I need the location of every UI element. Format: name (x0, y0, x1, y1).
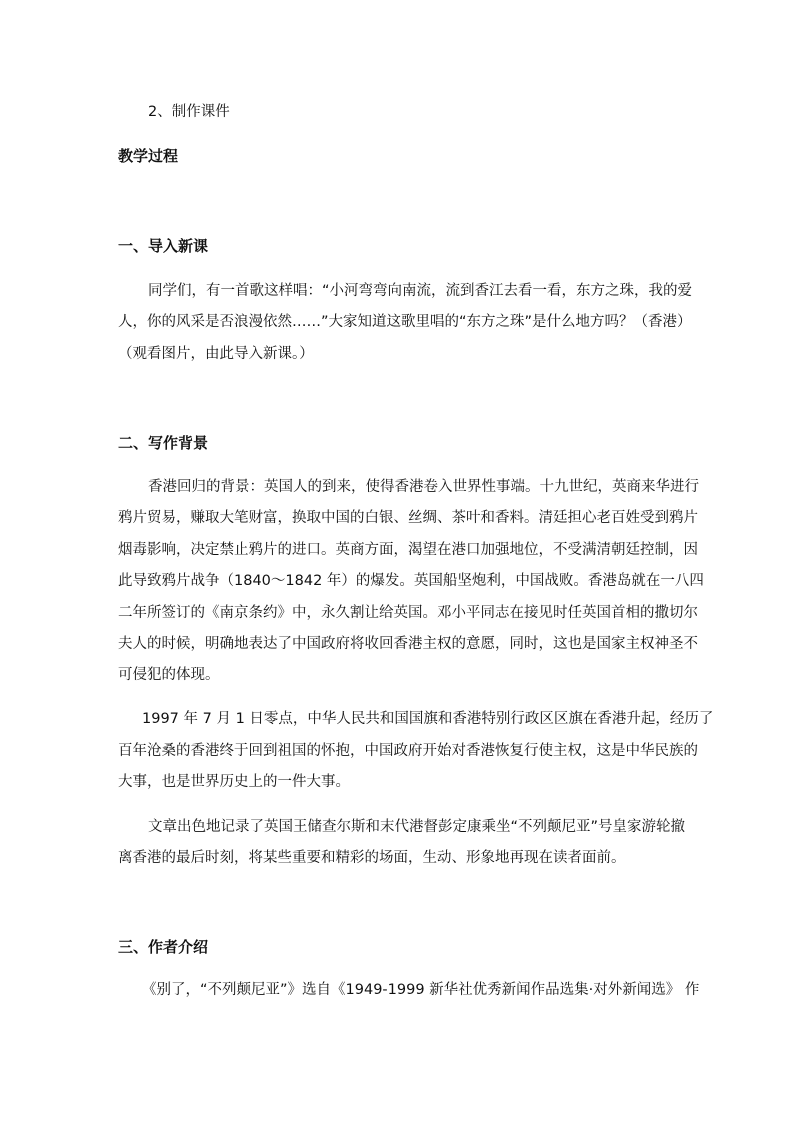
section2-para1-line: 鸦片贸易，赚取大笔财富，换取中国的白银、丝绸、茶叶和香料。清廷担心老百姓受到鸦片 (118, 510, 698, 526)
section-title: 教学过程 (118, 147, 179, 165)
section2-para1-line: 二年所签订的《南京条约》中，永久割让给英国。邓小平同志在接见时任英国首相的撒切尔 (118, 605, 698, 621)
section2-para2-line: 大事，也是世界历史上的一件大事。 (118, 774, 350, 790)
section2-para1-line: 香港回归的背景：英国人的到来，使得香港卷入世界性事端。十九世纪，英商来华进行 (148, 479, 699, 495)
section2-para2-line: 1997 年 7 月 1 日零点，中华人民共和国国旗和香港特别行政区区旗在香港升起，经历了 (142, 711, 714, 727)
section2-para1-line: 夫人的时候，明确地表达了中国政府将收回香港主权的意愿，同时，这也是国家主权神圣不 (118, 636, 698, 652)
section2-para2-line: 百年沧桑的香港终于回到祖国的怀抱，中国政府开始对香港恢复行使主权，这是中华民族的 (118, 743, 698, 759)
section2-para3-line: 离香港的最后时刻，将某些重要和精彩的场面，生动、形象地再现在读者面前。 (118, 850, 626, 866)
section3-heading: 三、作者介绍 (118, 938, 209, 956)
section3-line: 《别了，“不列颠尼亚”》选自《1949-1999 新华社优秀新闻作品选集·对外新闻选》 作 (142, 982, 700, 998)
section2-para1-line: 烟毒影响，决定禁止鸦片的进口。英商方面，渴望在港口加强地位，不受满清朝廷控制，因 (118, 542, 698, 558)
section1-line: （观看图片，由此导入新课。） (118, 346, 314, 362)
prep-item: 2、制作课件 (148, 104, 230, 120)
section1-line: 人，你的风采是否浪漫依然……”大家知道这歌里唱的“东方之珠”是什么地方吗？（香港） (118, 314, 692, 330)
section2-para1-line: 可侵犯的体现。 (118, 667, 220, 683)
section1-line: 同学们，有一首歌这样唱：“小河弯弯向南流，流到香江去看一看，东方之珠，我的爱 (148, 283, 693, 299)
section2-para3-line: 文章出色地记录了英国王储查尔斯和末代港督彭定康乘坐“不列颠尼亚”号皇家游轮撤 (148, 819, 686, 835)
section1-heading: 一、导入新课 (118, 237, 209, 255)
section2-para1-line: 此导致鸦片战争（1840～1842 年）的爆发。英国船坚炮利，中国战败。香港岛就在一八四 (118, 573, 704, 589)
section2-heading: 二、写作背景 (118, 434, 209, 452)
